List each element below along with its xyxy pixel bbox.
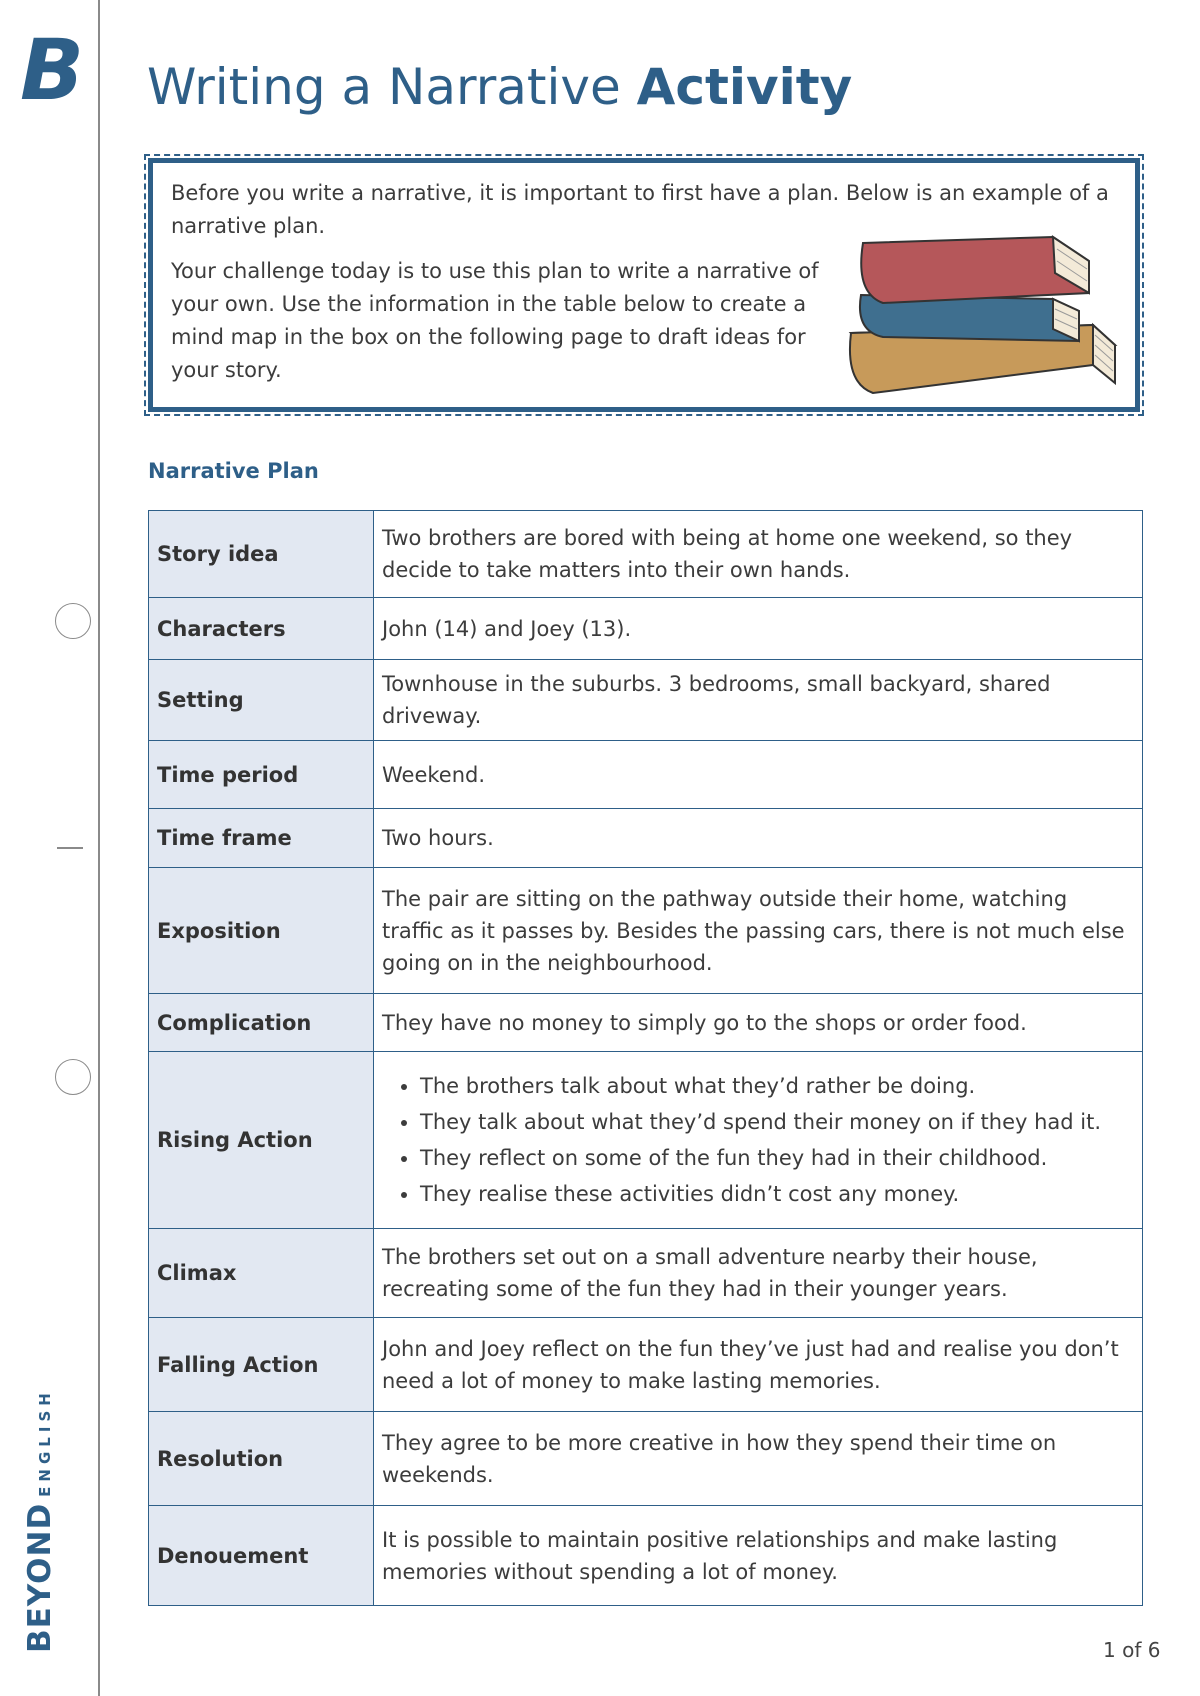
stack-of-books-icon [843, 233, 1133, 403]
row-value: The pair are sitting on the pathway outside their home, watching traffic as it passes by. Besides the passing cars, there is not much else going on in the neighbourhood. [374, 868, 1143, 994]
title-bold: Activity [636, 58, 853, 116]
table-row [149, 994, 1143, 1052]
table-row [149, 1412, 1143, 1506]
fold-mark [57, 847, 83, 849]
table-row [149, 741, 1143, 809]
table-row [149, 1506, 1143, 1606]
row-label: Characters [149, 598, 374, 660]
table-row [149, 1052, 1143, 1229]
intro-paragraph-2: Your challenge today is to use this plan to write a narrative of your own. Use the information in the table below to create a mind map in the box on the following page to draft ideas for your story. [171, 259, 819, 382]
row-value: Two hours. [374, 809, 1143, 868]
table-row [149, 660, 1143, 741]
row-label: Setting [149, 660, 374, 741]
bullet-list [382, 1068, 1134, 1212]
intro-box [148, 158, 1140, 412]
binder-hole-bottom [55, 1059, 91, 1095]
row-label: Resolution [149, 1412, 374, 1506]
brand-wordmark [22, 1388, 58, 1653]
row-label: Time frame [149, 809, 374, 868]
list-item: • The brothers talk about what they’d rather be doing. [420, 1068, 1134, 1104]
brand-name-main: BEYOND [22, 1502, 58, 1653]
row-label: Exposition [149, 868, 374, 994]
list-item: • They realise these activities didn’t cost any money. [420, 1176, 1134, 1212]
row-label: Complication [149, 994, 374, 1052]
row-label: Denouement [149, 1506, 374, 1606]
binder-hole-top [55, 603, 91, 639]
row-value: John (14) and Joey (13). [374, 598, 1143, 660]
row-label: Story idea [149, 511, 374, 598]
page-number: 1 of 6 [1103, 1638, 1161, 1662]
row-label: Time period [149, 741, 374, 809]
intro-paragraph-1: Before you write a narrative, it is important to first have a plan. Below is an example of a narrative plan. [171, 181, 1109, 238]
row-value: Townhouse in the suburbs. 3 bedrooms, small backyard, shared driveway. [374, 660, 1143, 741]
row-value: The brothers set out on a small adventure nearby their house, recreating some of the fun they had in their younger years. [374, 1229, 1143, 1318]
table-row [149, 1229, 1143, 1318]
row-value: It is possible to maintain positive relationships and make lasting memories without spending a lot of money. [374, 1506, 1143, 1606]
list-item: • They reflect on some of the fun they had in their childhood. [420, 1140, 1134, 1176]
margin-line [98, 0, 100, 1696]
table-row [149, 809, 1143, 868]
row-value: Two brothers are bored with being at home one weekend, so they decide to take matters into their own hands. [374, 511, 1143, 598]
table-row [149, 598, 1143, 660]
row-value: They agree to be more creative in how they spend their time on weekends. [374, 1412, 1143, 1506]
row-label: Falling Action [149, 1318, 374, 1412]
title-regular: Writing a Narrative [147, 58, 621, 116]
brand-logo: B [20, 21, 85, 119]
row-value [374, 1052, 1143, 1229]
row-value: Weekend. [374, 741, 1143, 809]
row-value: They have no money to simply go to the shops or order food. [374, 994, 1143, 1052]
narrative-plan-table [148, 510, 1143, 1606]
row-label: Rising Action [149, 1052, 374, 1229]
list-item: • They talk about what they’d spend their money on if they had it. [420, 1104, 1134, 1140]
table-row [149, 1318, 1143, 1412]
page-title [147, 58, 852, 116]
table-row [149, 868, 1143, 994]
row-value: John and Joey reflect on the fun they’ve just had and realise you don’t need a lot of money to make lasting memories. [374, 1318, 1143, 1412]
row-label: Climax [149, 1229, 374, 1318]
table-row [149, 511, 1143, 598]
brand-name-sub: ENGLISH [36, 1388, 54, 1497]
section-title: Narrative Plan [148, 459, 319, 483]
